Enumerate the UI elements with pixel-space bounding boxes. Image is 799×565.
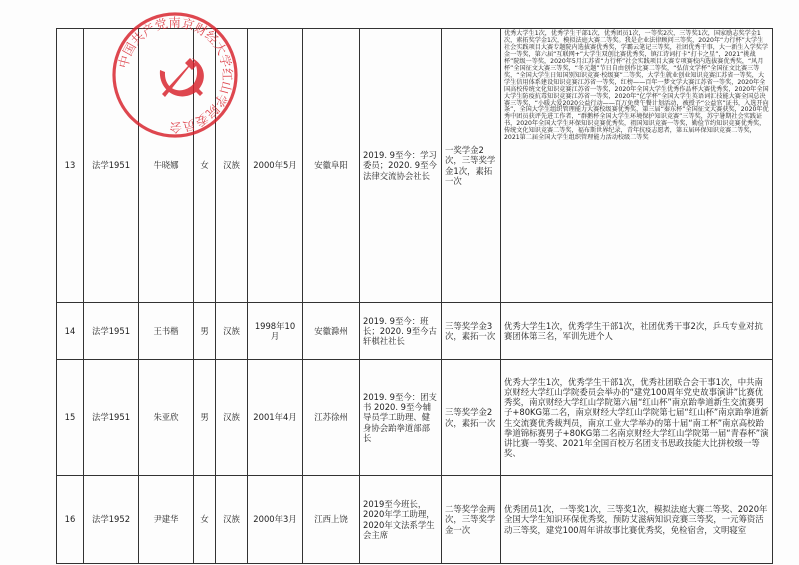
origin-cell: 安徽阜阳 — [303, 29, 360, 303]
ethnicity-cell: 汉族 — [216, 476, 248, 564]
student-honor-table — [56, 28, 773, 564]
class-cell: 法学1951 — [84, 360, 139, 476]
ethnicity-cell: 汉族 — [216, 29, 248, 303]
row-number: 15 — [57, 360, 84, 476]
scholarship-cell: 二等奖学金两次，三等奖学金一次 — [442, 476, 501, 564]
origin-cell: 江苏徐州 — [303, 360, 360, 476]
ethnicity-cell: 汉族 — [216, 303, 248, 360]
name-cell: 尹建华 — [139, 476, 194, 564]
scholarship-cell: 三等奖学金2次，素拓一次 — [442, 360, 501, 476]
honors-cell: 优秀大学生1次，优秀学生干部1次，社团优秀干事2次，乒乓专业对抗赛团体第三名，军训先进个人 — [501, 303, 773, 360]
birth-date-cell: 2001年4月 — [248, 360, 303, 476]
row-number: 14 — [57, 303, 84, 360]
name-cell: 朱亚欣 — [139, 360, 194, 476]
name-cell: 王书楷 — [139, 303, 194, 360]
name-cell: 牛晓娜 — [139, 29, 194, 303]
honors-cell: 优秀大学生1次，优秀学生干部1次，优秀团员1次，一等奖2次，三等奖1次，国家励志奖学金1次，素拓奖学金1次，模拟法庭大赛二等奖。我是企业法律顾问三等奖，2020年“力行杯”大学生社会实践项目大赛专题院内选拔赛优秀奖，学霸云笔记三等奖，社团优秀干事，大一新生入学奖学金一等奖，第六届“互联网+”大学生双创比赛优秀奖，镇江诗词打卡“打卡之星”，2021“挑战杯”院级一等奖，2020年5月江苏省“力行杯”社会实践项目大赛专项赛校内选拔赛优秀奖，“风月杯”全国征文大赛三等奖，“冬元题”节日自由创作比赛二等奖，“弘信文学杯”全国征文比赛三等奖，“全国大学生日知国别知识竞赛·校级赛”二等奖，大学生就业创业知识竞赛江苏省一等奖，大学生信用体系建设知识竞赛江苏省一等奖，红榜——百年一梦文学大赛江苏省一等奖，2020年全国高校传统文化知识竞赛江苏省一等奖，2020年全国大学生优秀作品杯大赛优秀奖，2020年全国大学生防疫抗毒知识竞赛江苏省一等奖，2020年“亿学杯”全国大学生英语词汇技能大赛全国总决赛三等奖，“小暖大爱2020公益行动——百万免费午餐计划活动，被授予“公益官”证书，入选开向条”，全国大学生组织管理能力大赛校级赛优秀奖，第三届“秦东杯”全国征文大赛获奖，2020年优秀中团员获评先进工作者，“群鹅杯全国大学生环境保护知识竞赛”三等奖，苏宁暑期社会实践证书，2020年全国大学生环保知识竞赛优秀奖，祖国知识竞赛一等奖，勤俭节约知识竞赛优秀奖，传统文化知识竞赛二等奖，福布斯世界纪录，青年抗疫志愿者，第五届环保知识竞赛二等奖，2021第二届全国大学生组织管理能力活动校级二等奖 — [501, 29, 773, 303]
table-row — [57, 360, 773, 476]
birth-date-cell: 2000年3月 — [248, 476, 303, 564]
origin-cell: 安徽滁州 — [303, 303, 360, 360]
table-row — [57, 303, 773, 360]
class-cell: 法学1951 — [84, 29, 139, 303]
gender-cell: 男 — [194, 360, 216, 476]
class-cell: 法学1952 — [84, 476, 139, 564]
gender-cell: 男 — [194, 303, 216, 360]
table-row — [57, 476, 773, 564]
ethnicity-cell: 汉族 — [216, 360, 248, 476]
gender-cell: 女 — [194, 476, 216, 564]
birth-date-cell: 2000年5月 — [248, 29, 303, 303]
posts-cell: 2019. 9至今：班长；2020. 9至今古轩棋社社长 — [360, 303, 442, 360]
row-number: 16 — [57, 476, 84, 564]
birth-date-cell: 1998年10月 — [248, 303, 303, 360]
table-row — [57, 29, 773, 303]
posts-cell: 2019. 9至今：团支书 2020. 9至今辅导员学工助理、健身协会跆拳道部部长 — [360, 360, 442, 476]
scholarship-cell: 三等奖学金3次，素拓一次 — [442, 303, 501, 360]
posts-cell: 2019. 9至今：学习委员；2020. 9至今法律交流协会社长 — [360, 29, 442, 303]
honors-cell: 优秀大学生1次，优秀学生干部1次，优秀社团联合会干事1次，中共南京财经大学红山学院委员会举办的“建党100周年党史故事演讲”比赛优秀奖，南京财经大学红山学院第六届“红山杯”南京跆拳道新生交流赛男子+80KG第二名，南京财经大学红山学院第七届“红山杯”南京跆拳道新生交流赛优秀裁判员，南京工业大学举办的第十届“南工杯”南京高校跆拳道锦标赛男子+80KG第二名南京财经大学红山学院第一届“青春杯”演讲比赛一等奖、2021年全国百校万名团支书思政技能大比拼校级一等奖、 — [501, 360, 773, 476]
class-cell: 法学1951 — [84, 303, 139, 360]
honors-cell: 优秀团员1次，一等奖1次，三等奖1次，模拟法庭大赛二等奖、2020年全国大学生知识环保优秀奖，预防艾滋病知识竞赛三等奖，一元筹资活动三等奖，建党100周年讲故事比赛优秀奖，免检宿舍，文明寝室 — [501, 476, 773, 564]
seal-text: 中国共产党南京财经大学红山学院委员会 — [115, 14, 236, 136]
gender-cell: 女 — [194, 29, 216, 303]
row-number: 13 — [57, 29, 84, 303]
origin-cell: 江西上饶 — [303, 476, 360, 564]
posts-cell: 2019至今班长，2020年学工助理，2020年文法系学生会主席 — [360, 476, 442, 564]
scholarship-cell: 一奖学金2次，三等奖学金1次，素拓一次 — [442, 29, 501, 303]
